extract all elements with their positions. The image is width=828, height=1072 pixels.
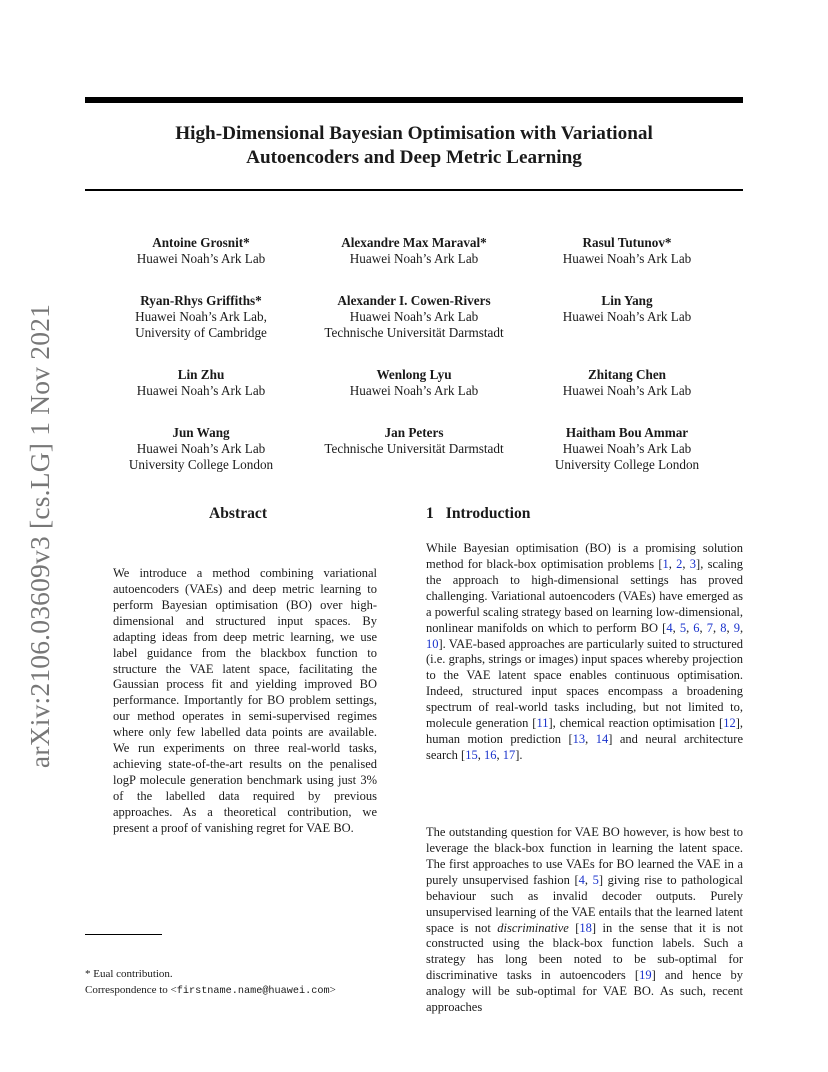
paper-title (85, 122, 743, 170)
author-affiliation: Technische Universität Darmstadt (324, 325, 504, 341)
title-rule (85, 189, 743, 191)
author-affiliation: Huawei Noah’s Ark Lab (562, 383, 692, 399)
author (91, 293, 311, 342)
author-name: Lin Zhu (177, 367, 225, 382)
paragraph-text: [ (658, 556, 663, 571)
author-affiliation: Huawei Noah’s Ark Lab (136, 251, 266, 267)
paragraph-text: [ (568, 732, 573, 747)
author (304, 425, 524, 457)
paragraph-text: [ (662, 620, 667, 635)
paragraph-text: , (682, 556, 690, 571)
title-line-2: Autoencoders and Deep Metric Learning (246, 147, 582, 168)
citation-link[interactable]: 19 (639, 968, 652, 983)
author (91, 367, 311, 399)
citation-link[interactable]: 16 (483, 747, 497, 762)
author-affiliation: Huawei Noah’s Ark Lab (349, 251, 479, 267)
author-affiliation: Huawei Noah’s Ark Lab (136, 383, 266, 399)
citation-link[interactable]: 1 (662, 556, 669, 571)
paragraph-text: , (496, 747, 503, 762)
author-name: Antoine Grosnit* (152, 235, 250, 250)
author-affiliation: University of Cambridge (135, 325, 267, 341)
citation-link[interactable]: 7 (706, 620, 713, 635)
author-affiliation: University College London (554, 457, 700, 473)
arxiv-identifier: arXiv:2106.03609v3 [cs.LG] 1 Nov 2021 (24, 303, 55, 769)
paragraph-text: , (668, 556, 677, 571)
author-name: Jun Wang (172, 425, 230, 440)
paragraph-text: [ (461, 747, 466, 762)
author (304, 367, 524, 399)
paragraph-text: , (584, 872, 593, 887)
paragraph-text: in the sense that it is not constructed using the black-box function labels. Such a strategy has long been noted to be sub-optimal for discriminative tasks in autoencoders (426, 920, 744, 983)
paragraph-text: ] (696, 556, 701, 571)
author (304, 235, 524, 267)
citation-link[interactable]: 12 (723, 716, 736, 731)
citation-link[interactable]: 5 (592, 872, 599, 887)
citation-link[interactable]: 14 (595, 732, 609, 747)
footnote (85, 967, 336, 999)
abstract-text: We introduce a method combining variational autoencoders (VAEs) and deep metric learning to perform Bayesian optimisation (BO) over high-dimensional and structured input spaces. By adapting ideas from deep metric learning, we use label guidance from the blackbox function to structure the VAE latent space, facilitating the Gaussian process fit and yielding improved BO performance. Importantly for BO problem settings, our method operates in semi-supervised regimes where only few labelled data points are available. We run experiments on three real-world tasks, achieving state-of-the-art results on the penalised logP molecule generation benchmark using just 3% of the labelled data required by previous approaches. As a theoretical contribution, we present a proof of vanishing regret for VAE BO. (113, 566, 377, 835)
author-name: Wenlong Lyu (376, 367, 452, 382)
author (517, 367, 737, 399)
citation-link[interactable]: 9 (733, 620, 740, 635)
citation-link[interactable]: 8 (720, 620, 727, 635)
correspondence-email[interactable]: firstname.name@huawei.com (176, 985, 330, 997)
emphasis-text: discriminative (497, 920, 569, 935)
abstract-heading: Abstract (209, 505, 268, 522)
section-title: Introduction (445, 505, 531, 522)
author-affiliation: Huawei Noah’s Ark Lab (136, 441, 266, 457)
author-affiliation: Huawei Noah’s Ark Lab (562, 251, 692, 267)
paragraph-text: The outstanding question for VAE BO however, is how best to leverage the black-box function in learning the latent space. The first approaches to use VAEs for BO learned the VAE in a purely unsupervised fashion (426, 825, 743, 887)
citation-link[interactable]: 5 (679, 620, 687, 635)
section-number: 1 (426, 505, 434, 522)
introduction-heading (426, 505, 530, 523)
paragraph-text: [ (719, 716, 724, 731)
footnote-line-1 (85, 967, 336, 983)
paragraph-text: , (686, 620, 694, 635)
author-affiliation: Huawei Noah’s Ark Lab (562, 309, 692, 325)
introduction-paragraph-1 (426, 541, 743, 764)
paragraph-text: [ (575, 920, 580, 935)
paragraph-text: ] (608, 732, 613, 747)
paragraph-text: ] (735, 716, 740, 731)
citation-link[interactable]: 11 (536, 716, 549, 731)
author-name: Alexandre Max Maraval* (341, 235, 487, 250)
paragraph-text: ] (651, 968, 656, 983)
paragraph-text: ] (438, 636, 443, 651)
paragraph-text: ] (591, 920, 597, 935)
paragraph-text: . VAE-based approaches are particularly suited to structured (i.e. graphs, strings or images) input spaces whereby projection to the VAE latent space enables continuous optimisation. Indeed, structured input spaces encompass a broadening spectrum of real-world tasks including, but not limited to, molecule generation (426, 636, 743, 731)
paragraph-text: ] (548, 716, 553, 731)
paragraph-text: While Bayesian optimisation (BO) is a promising solution method for black-box optimisation problems (426, 541, 743, 571)
paragraph-text: ] (515, 747, 520, 762)
paragraph-text: , (739, 620, 744, 635)
author-name: Haitham Bou Ammar (565, 425, 689, 440)
footnote-text: Eual contribution. (90, 968, 173, 980)
paragraph-text: and neural architecture search (426, 732, 744, 762)
author (517, 425, 737, 474)
footnote-rule (85, 934, 162, 935)
author-name: Alexander I. Cowen-Rivers (337, 293, 491, 308)
citation-link[interactable]: 15 (465, 747, 478, 762)
author (91, 425, 311, 474)
top-rule (85, 97, 743, 103)
citation-link[interactable]: 4 (578, 872, 585, 887)
paragraph-text: [ (532, 716, 537, 731)
author-name: Jan Peters (384, 425, 444, 440)
title-line-1: High-Dimensional Bayesian Optimisation with Variational (175, 123, 653, 144)
author-name: Rasul Tutunov* (582, 235, 672, 250)
author-affiliation: Huawei Noah’s Ark Lab (349, 309, 479, 325)
citation-link[interactable]: 13 (572, 732, 586, 747)
author (91, 235, 311, 267)
author (517, 235, 737, 267)
paragraph-text: . (519, 747, 523, 762)
author-affiliation: Technische Universität Darmstadt (324, 441, 504, 457)
paragraph-text: , (699, 620, 707, 635)
paragraph-text: , (713, 620, 721, 635)
author-name: Lin Yang (601, 293, 653, 308)
correspondence-prefix: Correspondence to < (85, 983, 177, 996)
citation-link[interactable]: 2 (676, 556, 683, 571)
citation-link[interactable]: 10 (426, 636, 439, 651)
paragraph-text: and hence by analogy will be sub-optimal for VAE BO. As such, recent approaches (426, 968, 743, 1015)
citation-link[interactable]: 3 (689, 556, 697, 571)
author-affiliation: Huawei Noah’s Ark Lab (562, 441, 692, 457)
paragraph-text: giving rise to pathological behaviour such as invalid decoder outputs. Purely unsupervised learning of the VAE entails that the learned latent space is not (426, 872, 743, 935)
paragraph-text: , human motion prediction (426, 716, 743, 747)
paragraph-text: , (672, 620, 680, 635)
citation-link[interactable]: 4 (666, 620, 673, 635)
paragraph-text: , (477, 747, 484, 762)
footnote-line-2 (85, 983, 336, 1000)
citation-link[interactable]: 6 (693, 620, 700, 635)
paragraph-text: [ (574, 872, 579, 887)
author-affiliation: University College London (128, 457, 274, 473)
footnote-marker: * (85, 968, 91, 980)
introduction-paragraph-2 (426, 825, 743, 1016)
citation-link[interactable]: 18 (579, 920, 592, 935)
correspondence-suffix: > (329, 983, 336, 996)
author-name: Zhitang Chen (587, 367, 667, 382)
author-affiliation: Huawei Noah’s Ark Lab (349, 383, 479, 399)
paragraph-text: , (585, 732, 596, 747)
author (517, 293, 737, 325)
author-affiliation: Huawei Noah’s Ark Lab, (135, 309, 267, 325)
author (304, 293, 524, 342)
paragraph-text: , chemical reaction optimisation (552, 716, 720, 731)
author-name: Ryan-Rhys Griffiths* (140, 293, 262, 308)
paragraph-text: , (726, 620, 734, 635)
citation-link[interactable]: 17 (502, 747, 516, 762)
paragraph-text: , scaling the approach to high-dimensional settings has proved challenging. Variational autoencoders (VAEs) have emerged as a powerful scaling strategy based on learning low-dimensional, nonlinear manifolds on which to perform BO (426, 556, 744, 635)
paragraph-text: ] (598, 872, 604, 887)
paragraph-text: [ (634, 968, 640, 983)
